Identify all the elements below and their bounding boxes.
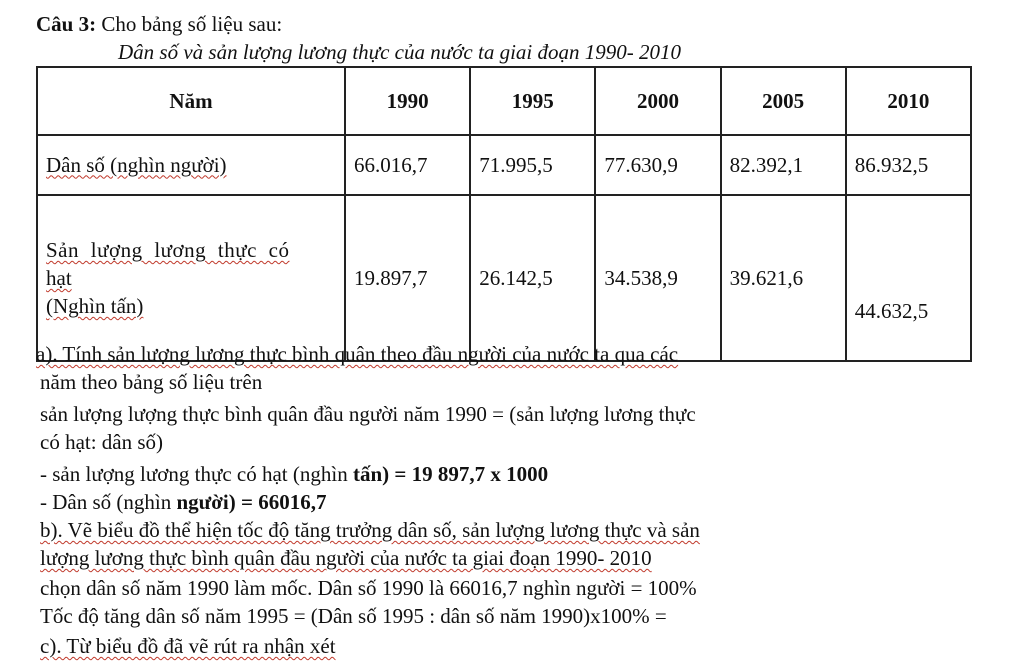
header-2010: 2010 — [846, 67, 971, 135]
food-value-line: - sản lượng lương thực có hạt (nghìn tấn) = 19 897,7 x 1000 — [40, 462, 549, 486]
question-heading-line — [36, 12, 282, 36]
header-2005: 2005 — [721, 67, 846, 135]
population-row — [37, 135, 971, 195]
food-label-line1: Sản lượng lương thực có — [46, 238, 290, 262]
food-row — [37, 195, 971, 361]
population-2010: 86.932,5 — [846, 135, 971, 195]
part-c-line: c). Từ biểu đồ đã vẽ rút ra nhận xét — [40, 634, 336, 658]
population-value-line: - Dân số (nghìn người) = 66016,7 — [40, 490, 327, 514]
population-2000: 77.630,9 — [595, 135, 720, 195]
calc-line1: sản lượng lượng thực bình quân đầu người năm 1990 = (sản lượng lương thực — [40, 402, 696, 426]
food-2000: 34.538,9 — [595, 195, 720, 361]
population-1995: 71.995,5 — [470, 135, 595, 195]
population-1990: 66.016,7 — [345, 135, 470, 195]
food-2010: 44.632,5 — [846, 195, 971, 361]
table-header-row — [37, 67, 971, 135]
food-label — [37, 195, 345, 361]
header-1995: 1995 — [470, 67, 595, 135]
population-2005: 82.392,1 — [721, 135, 846, 195]
header-year: Năm — [37, 67, 345, 135]
food-label-line3: (Nghìn tấn) — [46, 294, 144, 318]
data-table — [36, 66, 972, 362]
food-2005: 39.621,6 — [721, 195, 846, 361]
header-1990: 1990 — [345, 67, 470, 135]
part-a-line2: năm theo bảng số liệu trên — [40, 370, 263, 394]
header-2000: 2000 — [595, 67, 720, 135]
question-number: Câu 3: — [36, 12, 97, 36]
base-year-line: chọn dân số năm 1990 làm mốc. Dân số 1990 là 66016,7 nghìn người = 100% — [40, 576, 697, 600]
food-1990: 19.897,7 — [345, 195, 470, 361]
part-b-line2: lượng lương thực bình quân đầu người của nước ta giai đoạn 1990- 2010 — [40, 546, 652, 570]
part-a-line1: a). Tính sản lượng lương thực bình quân theo đầu người của nước ta qua các — [36, 342, 679, 366]
food-label-line2: hạt — [46, 266, 72, 290]
food-1995: 26.142,5 — [470, 195, 595, 361]
calc-line2: có hạt: dân số) — [40, 430, 164, 454]
part-b-line1: b). Vẽ biểu đồ thể hiện tốc độ tăng trưởng dân số, sản lượng lương thực và sản — [40, 518, 700, 542]
table-title: Dân số và sản lượng lương thực của nước ta giai đoạn 1990- 2010 — [118, 40, 681, 64]
population-label: Dân số (nghìn người) — [37, 135, 345, 195]
growth-formula-line: Tốc độ tăng dân số năm 1995 = (Dân số 1995 : dân số năm 1990)x100% = — [40, 604, 667, 628]
question-intro: Cho bảng số liệu sau: — [101, 12, 283, 36]
